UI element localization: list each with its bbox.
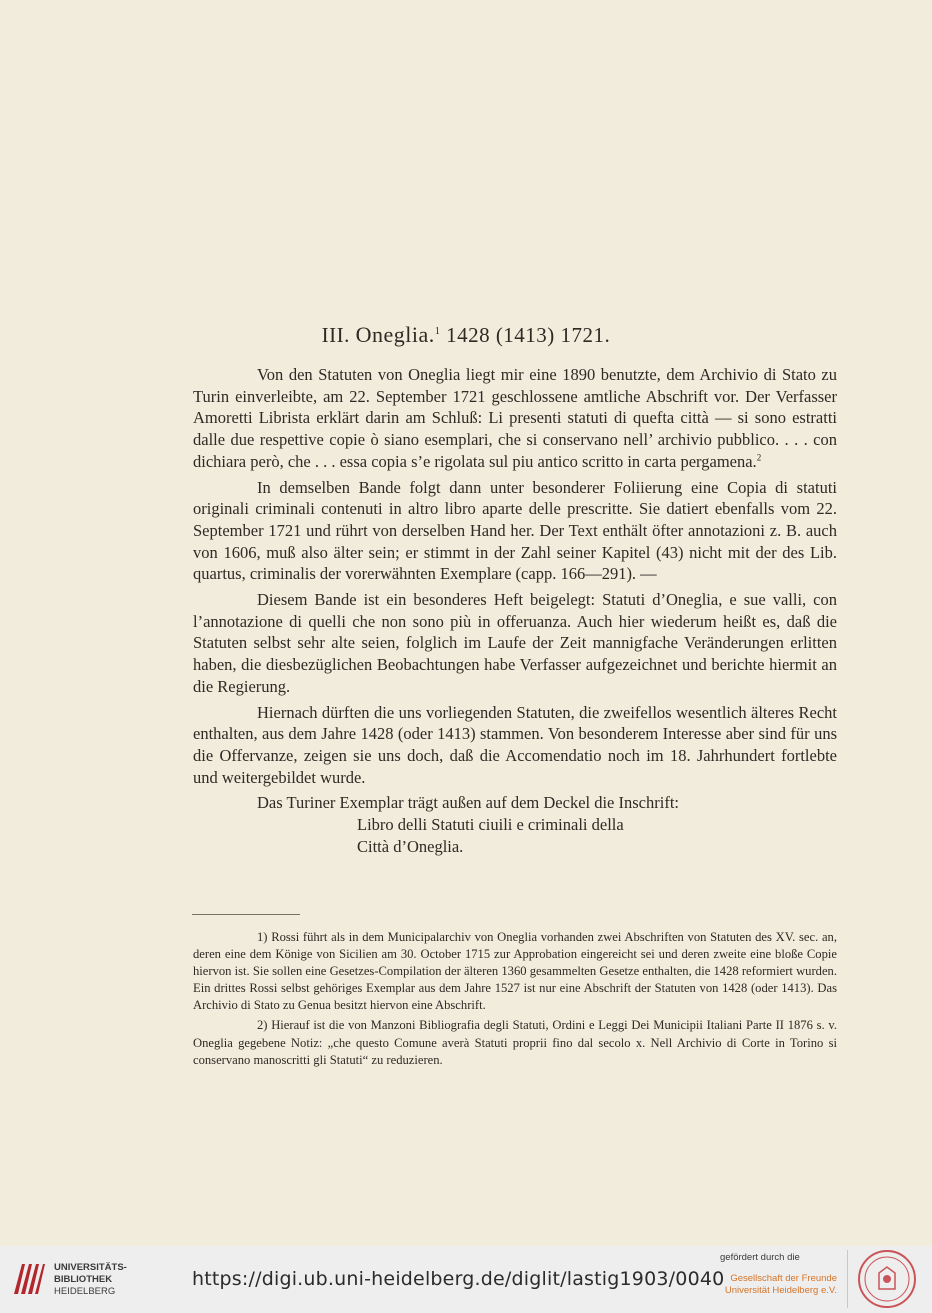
library-name[interactable] xyxy=(54,1262,127,1298)
library-name-line-1: UNIVERSITÄTS- xyxy=(54,1262,127,1273)
inscription-line-2: Città d’Oneglia. xyxy=(357,836,464,856)
footnote-2: 2) Hierauf ist die von Manzoni Bibliografia degli Statuti, Ordini e Leggi Dei Municipii Italiani Parte II 1876 s. v. Oneglia gegebene Notiz: „che questo Comune averà Statuti proprii fino dal secolo x. Nell Archivio di Corte in Torino si conservano manoscritti gli Statuti“ zu reduzieren. xyxy=(193,1018,837,1067)
footer-separator xyxy=(847,1250,848,1308)
library-name-line-2: BIBLIOTHEK xyxy=(54,1274,113,1285)
sponsor-society[interactable] xyxy=(722,1273,837,1297)
inscription-line-1: Libro delli Statuti ciuili e criminali della xyxy=(357,815,624,835)
paragraph-1 xyxy=(193,364,837,473)
inscription-quote xyxy=(357,814,837,857)
footnotes xyxy=(193,929,837,1069)
section-title: Oneglia. xyxy=(355,322,435,347)
funded-by-label: gefördert durch die xyxy=(720,1252,800,1263)
paragraph-4: Hiernach dürften die uns vorliegenden Statuten, die zweifellos wesentlich älteres Recht enthalten, aus dem Jahre 1428 (oder 1413) stammen. Von besonderem Interesse aber sind für uns die Offervanze, zeigen sie uns doch, daß die Accomendatio noch im 18. Jahrhundert fortlebte und weitergebildet wurde. xyxy=(193,702,837,787)
library-name-line-3: HEIDELBERG xyxy=(54,1286,116,1297)
footnote-1: 1) Rossi führt als in dem Municipalarchiv von Oneglia vorhanden zwei Abschriften von Statuten des XV. sec. an, deren eine dem Könige von Sicilien am 30. October 1715 zur Approbation eingereicht sei und deren zweite eine bloße Copie hiervon ist. Sie sollen eine Gesetzes-Compilation der älteren 1360 gesammelten Gesetze enthalten, die 1428 reformiert wurden. Ein drittes Rossi selbst gehöriges Exemplar aus dem Jahre 1527 ist nur eine Abschrift der Statuten von 1428 (oder 1413). Das Archivio di Stato zu Genua besitzt hiervon eine Abschrift. xyxy=(193,930,837,1013)
paragraph-2: In demselben Bande folgt dann unter besonderer Foliierung eine Copia di statuti originali criminali contenuti in altro libro aparte delle prescritte. Sie datiert ebenfalls vom 22. September 1721 und rührt von derselben Hand her. Der Text enthält öfter annotazioni z. B. auch von 1606, muß also älter sein; er stimmt in der Zahl seiner Kapitel (43) nicht mit der des Lib. quartus, criminalis der vorerwähnten Exemplare (capp. 166—291). — xyxy=(193,477,837,584)
permalink-url[interactable]: https://digi.ub.uni-heidelberg.de/diglit/lastig1903/0040 xyxy=(192,1268,725,1290)
section-years: 1428 (1413) 1721. xyxy=(446,323,611,347)
section-heading xyxy=(0,322,932,348)
paragraph-3: Diesem Bande ist ein besonderes Heft beigelegt: Statuti d’Oneglia, e sue valli, con l’annotazione di quelli che non sono più in offeruanza. Auch hier wiederum heißt es, daß die Statuten selbst sehr alte seien, folglich im Laufe der Zeit mannigfache Veränderungen erlitten haben, die diesbezüglichen Beobachtungen habe Verfasser aufgezeichnet und berichte hiermit an die Regierung. xyxy=(193,590,837,696)
section-roman-numeral: III. xyxy=(321,323,350,347)
footnote-ref-2[interactable]: 2 xyxy=(756,452,762,463)
footnote-divider xyxy=(192,914,300,915)
body-text xyxy=(193,364,837,857)
university-seal-icon xyxy=(857,1249,917,1309)
viewer-footer xyxy=(0,1246,932,1313)
paragraph-5: Das Turiner Exemplar trägt außen auf dem Deckel die Inschrift: xyxy=(257,793,679,813)
sponsor-line-2: Universität Heidelberg e.V. xyxy=(724,1285,837,1296)
library-logo-icon[interactable] xyxy=(10,1260,46,1298)
footnote-ref-1[interactable]: 1 xyxy=(434,326,441,337)
sponsor-line-1: Gesellschaft der Freunde xyxy=(730,1273,837,1284)
paragraph-1-text: Von den Statuten von Oneglia liegt mir eine 1890 benutzte, dem Archivio di Stato zu Turin einverleibte, am 22. September 1721 geschlossene amtliche Abschrift vor. Der Verfasser Amoretti Librista erklärt darin am Schluß: Li presenti statuti di quefta città — si sono estratti dalle due respettive copie ò siano esemplari, che si conservano nell’ archivio pubblico. . . . con dichiara però, che . . . essa copia s’e rigolata sul piu antico scritto in carta pergamena. xyxy=(193,365,837,471)
